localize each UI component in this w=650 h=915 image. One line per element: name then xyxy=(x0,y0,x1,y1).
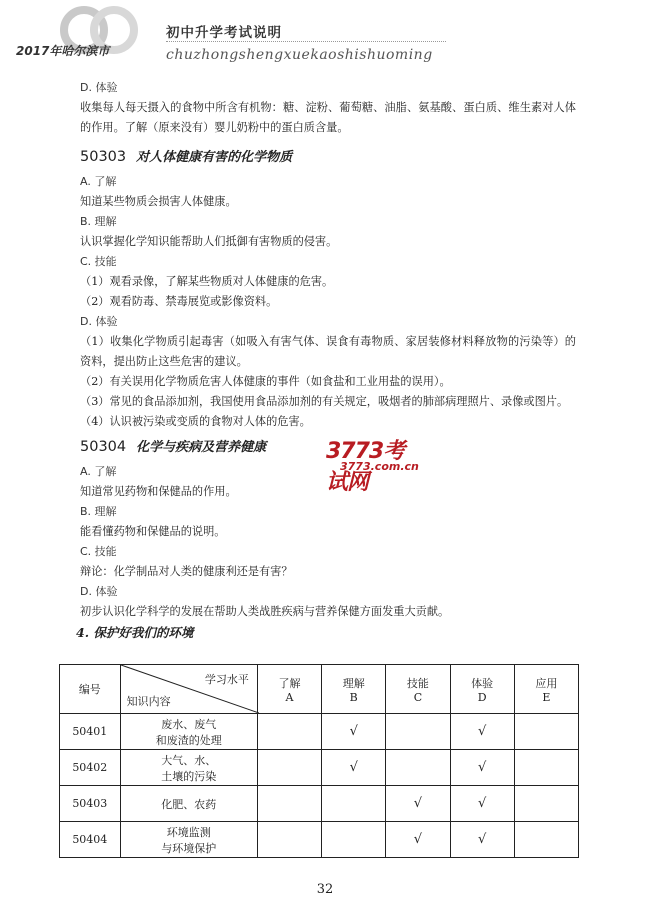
watermark-logo xyxy=(326,434,419,495)
table-row xyxy=(60,714,579,750)
mark-cell: √ xyxy=(386,786,450,822)
header-level: 学习水平 xyxy=(204,673,249,686)
mark-cell xyxy=(257,714,321,750)
paragraph: （3）常见的食品添加剂，我国使用食品添加剂的有关规定，吸烟者的肺部病理照片、录像或图片。 xyxy=(80,395,569,408)
mark-cell xyxy=(514,750,578,786)
page-number: 32 xyxy=(316,882,334,897)
category-label: D. 体验 xyxy=(80,585,118,598)
table-row xyxy=(60,822,579,858)
subsection-heading: 4. 保护好我们的环境 xyxy=(76,625,194,640)
section-heading-50303 xyxy=(80,144,576,170)
table-row xyxy=(60,786,579,822)
content-line: 大气、水、 xyxy=(161,753,217,767)
row-content xyxy=(120,714,257,750)
section-title: 对人体健康有害的化学物质 xyxy=(136,150,293,165)
header-level-d xyxy=(450,665,514,714)
content-line: 与环境保护 xyxy=(161,841,217,855)
paragraph: 收集每人每天摄入的食物中所含有机物：糖、淀粉、葡萄糖、油脂、氨基酸、蛋白质、维生素对人体的作用。了解（原来没有）婴儿奶粉中的蛋白质含量。 xyxy=(80,101,576,134)
header-level-b xyxy=(322,665,386,714)
row-code: 50402 xyxy=(60,750,121,786)
mark-cell xyxy=(386,714,450,750)
row-code: 50401 xyxy=(60,714,121,750)
level-name: 了解 xyxy=(278,676,301,690)
mark-cell xyxy=(257,750,321,786)
content-line: 环境监测 xyxy=(166,825,211,839)
level-name: 技能 xyxy=(406,676,429,690)
content-line: 废水、废气 xyxy=(161,717,217,731)
level-letter: A xyxy=(285,690,294,704)
content-line: 化肥、农药 xyxy=(161,797,217,811)
mark-cell xyxy=(322,786,386,822)
category-label: D. 体验 xyxy=(80,81,118,94)
paragraph: 知道某些物质会损害人体健康。 xyxy=(80,195,237,208)
paragraph: 能看懂药物和保健品的说明。 xyxy=(80,525,226,538)
mark-cell xyxy=(257,786,321,822)
row-code: 50404 xyxy=(60,822,121,858)
paragraph: 初步认识化学科学的发展在帮助人类战胜疾病与营养保健方面发重大贡献。 xyxy=(80,605,450,618)
level-letter: D xyxy=(477,690,487,704)
table-row xyxy=(60,750,579,786)
row-code: 50403 xyxy=(60,786,121,822)
mark-cell xyxy=(514,714,578,750)
header-level-c xyxy=(386,665,450,714)
level-name: 体验 xyxy=(471,676,494,690)
header-level-a xyxy=(257,665,321,714)
header-year-city: 2017年哈尔滨市 xyxy=(16,44,110,58)
main-content xyxy=(76,78,576,644)
watermark-url: 3773.com.cn xyxy=(340,460,419,473)
paragraph: （4）认识被污染或变质的食物对人体的危害。 xyxy=(80,415,311,428)
category-label: C. 技能 xyxy=(80,255,117,268)
learning-level-table xyxy=(59,664,579,858)
paragraph: （1）收集化学物质引起毒害（如吸入有害气体、误食有毒物质、家居装修材料释放物的污染等）的资料，提出防止这些危害的建议。 xyxy=(80,335,576,368)
paragraph: 知道常见药物和保健品的作用。 xyxy=(80,485,237,498)
mark-cell: √ xyxy=(386,822,450,858)
mark-cell: √ xyxy=(450,822,514,858)
mark-cell: √ xyxy=(322,714,386,750)
header-level-e xyxy=(514,665,578,714)
header-title: 初中升学考试说明 xyxy=(166,25,282,41)
category-label: A. 了解 xyxy=(80,175,117,188)
paragraph: （1）观看录像，了解某些物质对人体健康的危害。 xyxy=(80,275,334,288)
category-label: D. 体验 xyxy=(80,315,118,328)
content-line: 土壤的污染 xyxy=(161,769,217,783)
category-label: A. 了解 xyxy=(80,465,117,478)
paragraph: 认识掌握化学知识能帮助人们抵御有害物质的侵害。 xyxy=(80,235,338,248)
mark-cell: √ xyxy=(450,750,514,786)
paragraph: （2）观看防毒、禁毒展览或影像资料。 xyxy=(80,295,278,308)
section-title: 化学与疾病及营养健康 xyxy=(136,440,267,455)
category-label: C. 技能 xyxy=(80,545,117,558)
paragraph: 辩论：化学制品对人类的健康利还是有害？ xyxy=(80,565,293,578)
level-letter: E xyxy=(542,690,551,704)
level-letter: B xyxy=(349,690,358,704)
table-header-row xyxy=(60,665,579,714)
header-pinyin: chuzhongshengxuekaoshishuoming xyxy=(166,47,433,63)
header-code: 编号 xyxy=(60,665,121,714)
category-label: B. 理解 xyxy=(80,215,117,228)
header-divider xyxy=(166,41,446,42)
content-line: 和废渣的处理 xyxy=(155,733,222,747)
section-code: 50304 xyxy=(80,439,127,455)
category-label: B. 理解 xyxy=(80,505,117,518)
level-name: 应用 xyxy=(535,676,558,690)
level-name: 理解 xyxy=(342,676,365,690)
mark-cell: √ xyxy=(450,714,514,750)
paragraph: （2）有关误用化学物质危害人体健康的事件（如食盐和工业用盐的误用）。 xyxy=(80,375,451,388)
mark-cell xyxy=(257,822,321,858)
mark-cell xyxy=(514,822,578,858)
section-code: 50303 xyxy=(80,149,127,165)
row-content xyxy=(120,786,257,822)
row-content xyxy=(120,822,257,858)
mark-cell: √ xyxy=(322,750,386,786)
watermark-title: 3773考试网 xyxy=(326,439,405,495)
header-content: 知识内容 xyxy=(126,695,171,708)
mark-cell: √ xyxy=(450,786,514,822)
row-content xyxy=(120,750,257,786)
mark-cell xyxy=(514,786,578,822)
header-diagonal-cell xyxy=(120,665,257,714)
level-letter: C xyxy=(413,690,423,704)
mark-cell xyxy=(386,750,450,786)
mark-cell xyxy=(322,822,386,858)
